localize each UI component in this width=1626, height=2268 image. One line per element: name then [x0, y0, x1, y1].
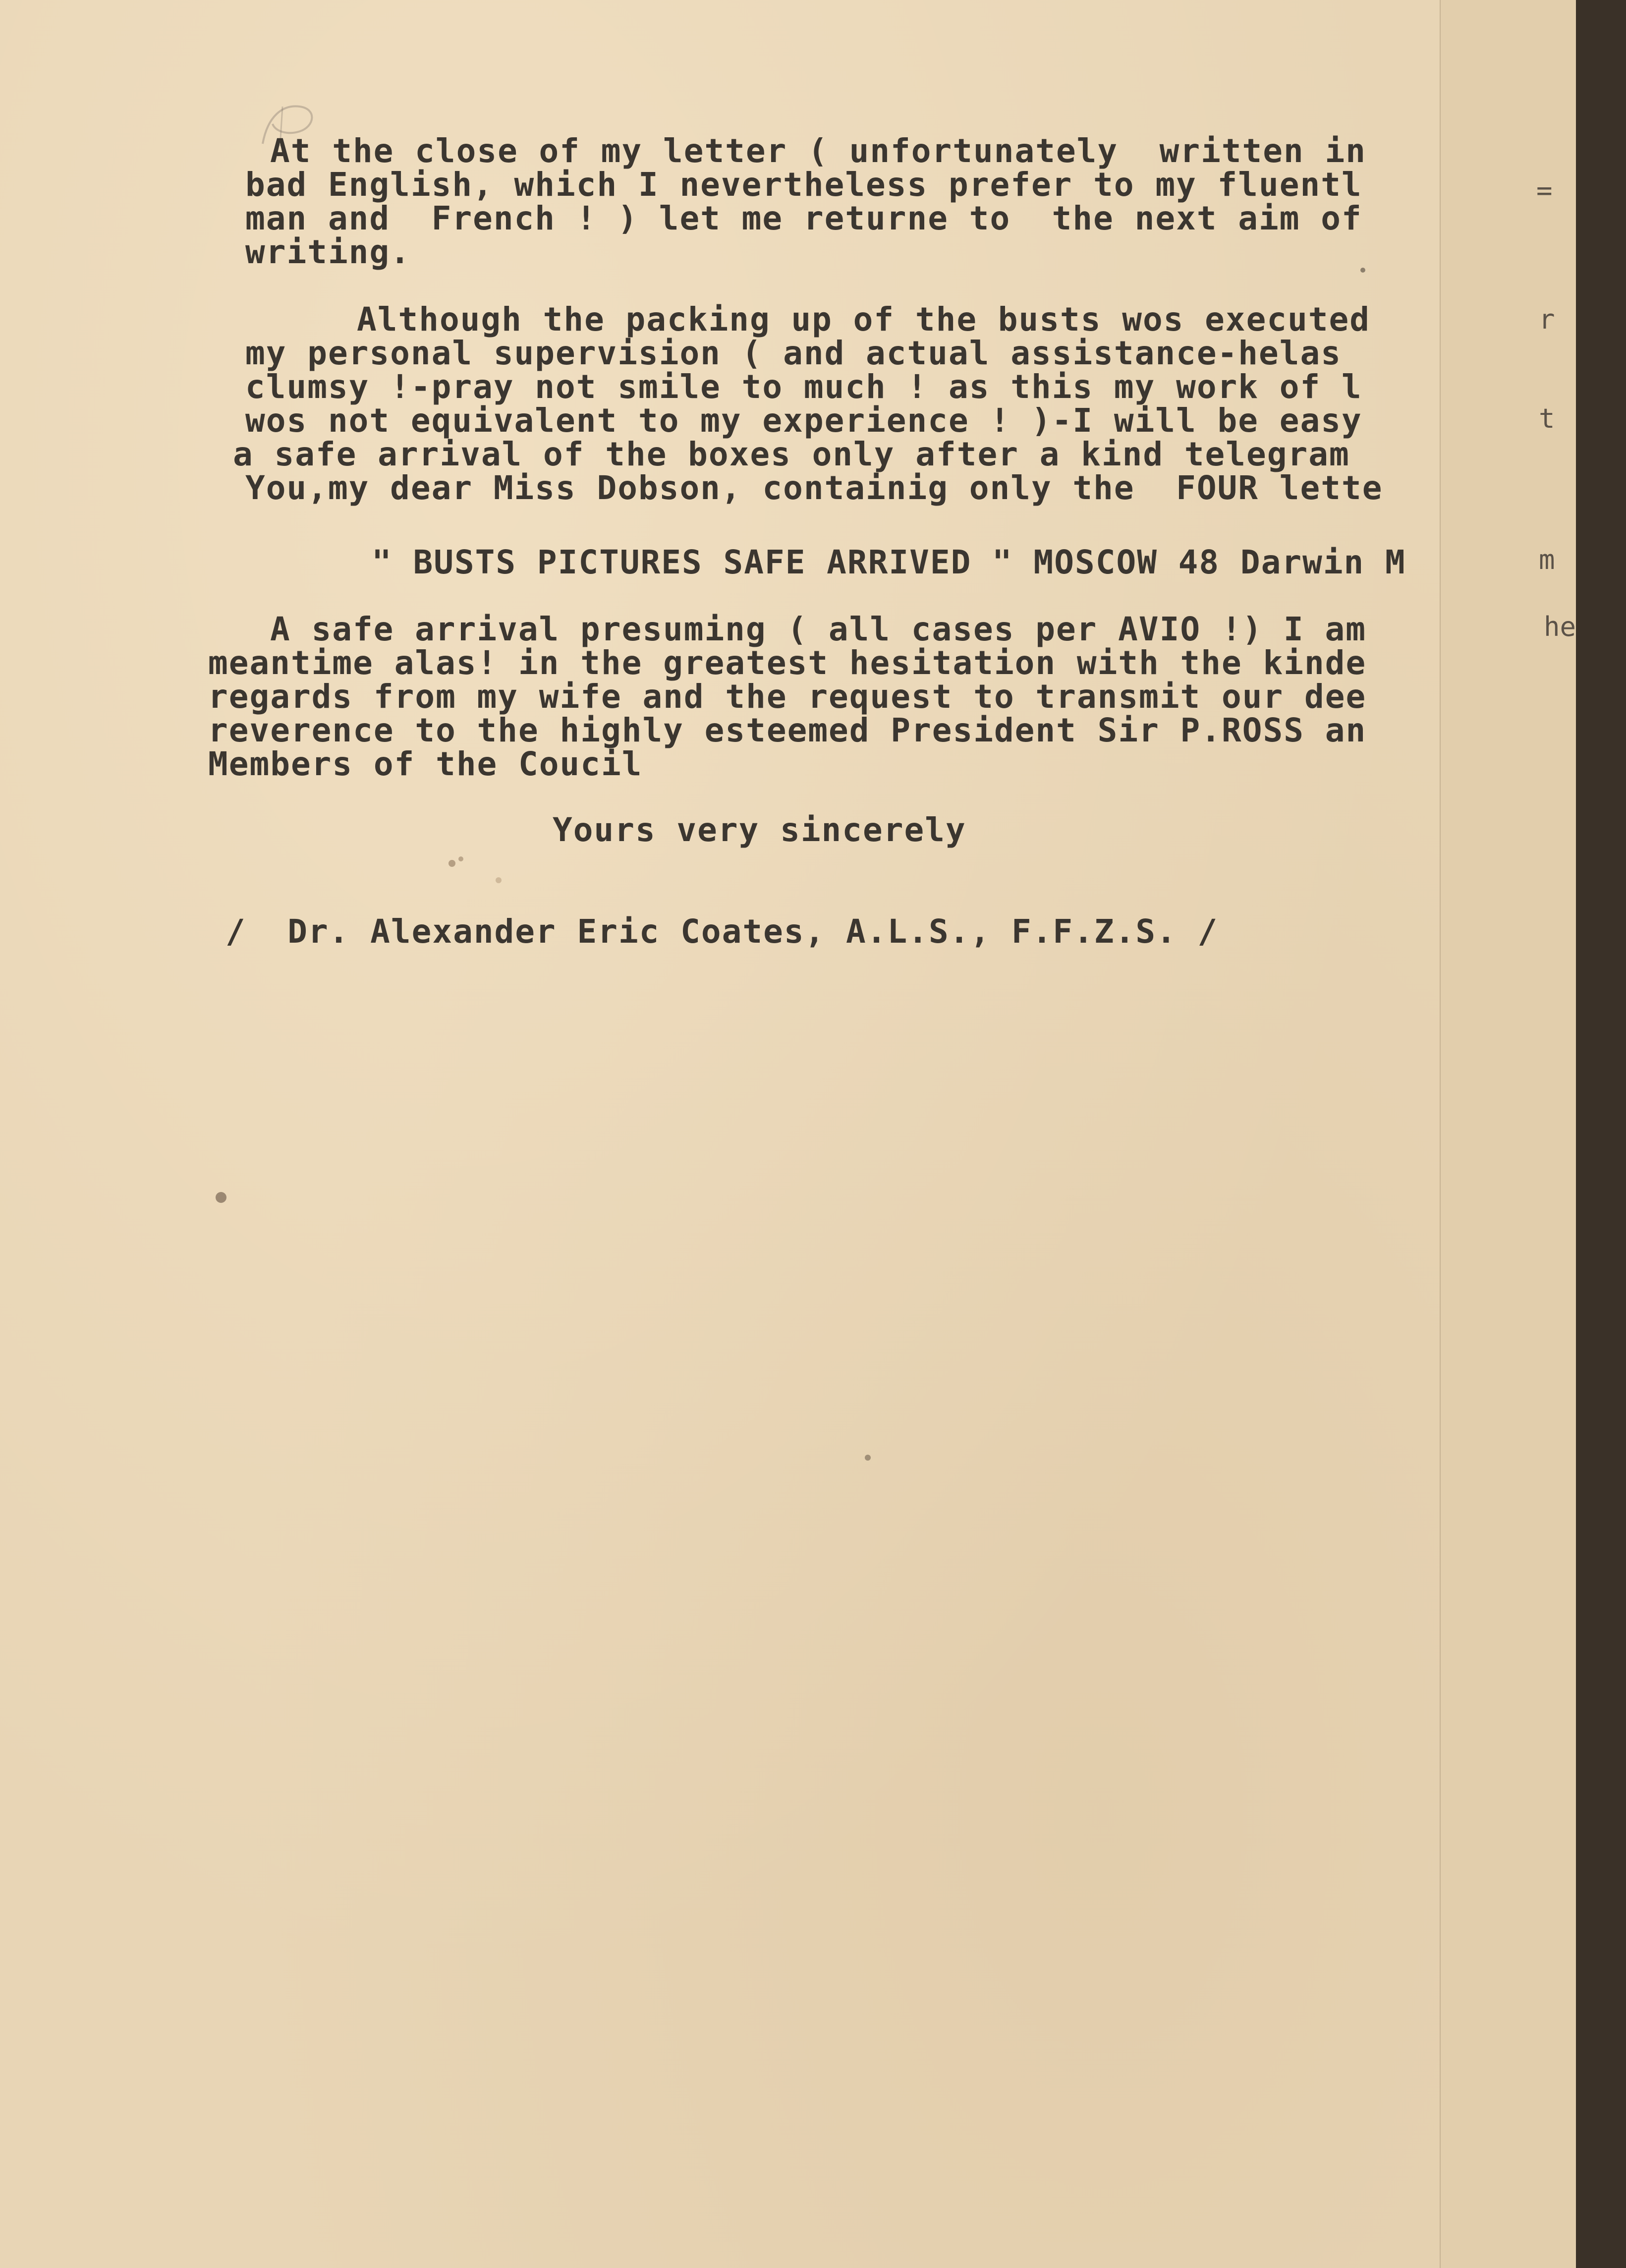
telegram-text: " BUSTS PICTURES SAFE ARRIVED " MOSCOW 48 Darwin M: [372, 543, 1406, 581]
margin-fragment: m: [1539, 544, 1555, 575]
letter-body: [0, 0, 1435, 991]
margin-fragment: r: [1539, 304, 1555, 335]
paragraph1-line4: writing.: [245, 233, 411, 271]
paragraph3-line1: A safe arrival presuming ( all cases per AVIO !) I am: [270, 610, 1366, 648]
paragraph2-line5: a safe arrival of the boxes only after a kind telegram: [233, 435, 1350, 473]
margin-fragment: t: [1539, 403, 1555, 434]
paragraph3-line2: meantime alas! in the greatest hesitation with the kinde: [208, 644, 1367, 682]
paragraph3-line3: regards from my wife and the request to transmit our dee: [208, 678, 1367, 716]
paragraph1-line2: bad English, which I nevertheless prefer to my fluentl: [245, 166, 1362, 204]
ink-stain: [449, 860, 455, 867]
ink-stain: [216, 1192, 226, 1203]
paragraph2-line2: my personal supervision ( and actual assistance-helas: [245, 334, 1342, 372]
ink-stain: [1360, 268, 1365, 273]
paragraph2-line6: You,my dear Miss Dobson, containig only the FOUR lette: [245, 469, 1383, 507]
paragraph2-line3: clumsy !-pray not smile to much ! as this my work of l: [245, 368, 1362, 406]
ink-stain: [496, 877, 502, 883]
closing-line: Yours very sincerely: [553, 811, 966, 849]
underlying-sheet-edge: [1440, 0, 1576, 2268]
paragraph3-line5: Members of the Coucil: [208, 745, 643, 783]
paragraph1-line3: man and French ! ) let me returne to the next aim of: [245, 199, 1362, 237]
paragraph2-line1: Although the packing up of the busts wos executed: [357, 300, 1371, 339]
dark-background-strip: [1576, 0, 1626, 2268]
margin-fragment: he: [1544, 611, 1576, 642]
ink-stain: [458, 856, 463, 861]
signature-line: / Dr. Alexander Eric Coates, A.L.S., F.F.Z.S. /: [225, 912, 1219, 951]
ink-stain: [865, 1455, 871, 1461]
margin-fragment: =: [1536, 175, 1553, 206]
paragraph3-line4: reverence to the highly esteemed President Sir P.ROSS an: [208, 711, 1367, 749]
paragraph1-line1: At the close of my letter ( unfortunately written in: [270, 132, 1366, 170]
paragraph2-line4: wos not equivalent to my experience ! )-I will be easy: [245, 401, 1362, 440]
